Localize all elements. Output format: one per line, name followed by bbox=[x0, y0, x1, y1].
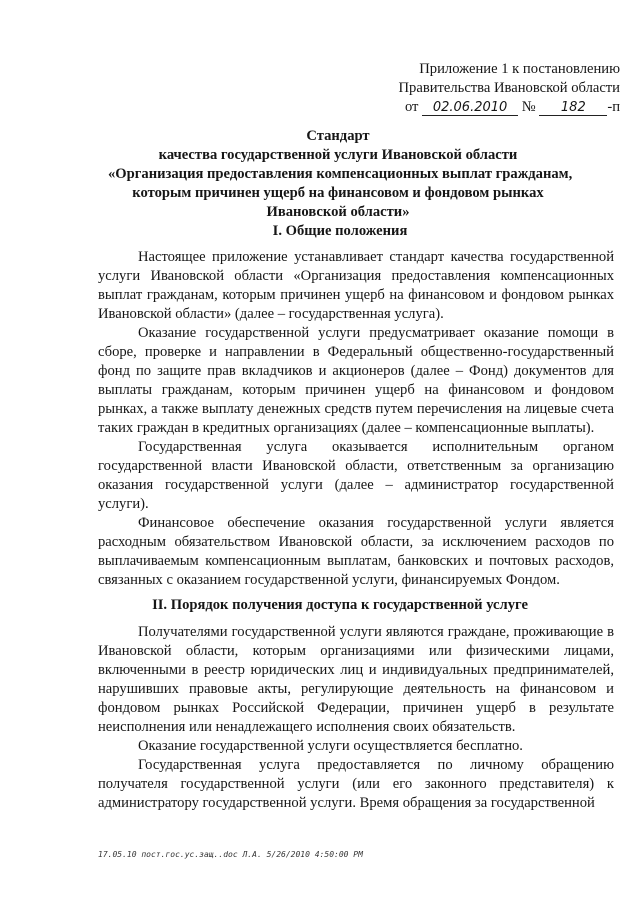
appendix-line-1: Приложение 1 к постановлению bbox=[419, 61, 620, 77]
section-1-heading: I. Общие положения bbox=[272, 223, 408, 239]
title-line-4: которым причинен ущерб на финансовом и фондовом рынках bbox=[132, 185, 544, 201]
paragraph: Оказание государственной услуги осуществляется бесплатно. bbox=[138, 738, 523, 754]
section-2-body bbox=[98, 623, 614, 813]
paragraph: Оказание государственной услуги предусматривает оказание помощи в сборе, проверке и направлении в Федеральный общественно-государственный фонд по защите прав вкладчиков и акционеров (далее – Фонд) документов для выплаты гражданам, которым причинен ущерб на финансовом и фондовом рынках, а также выплату денежных средств путем перечисления на лицевые счета таких граждан в кредитных организациях (далее – компенсационные выплаты). bbox=[98, 325, 614, 436]
appendix-line-3 bbox=[360, 98, 620, 117]
title-line-3: «Организация предоставления компенсационных выплат гражданам, bbox=[108, 166, 573, 182]
from-label: от bbox=[404, 99, 419, 115]
handwritten-date: 02.06.2010 bbox=[422, 100, 518, 116]
paragraph: Получателями государственной услуги являются граждане, проживающие в Ивановской области, которым организациями или физическими лицами, включенными в реестр юридических лиц и индивидуальных предпринимателей, нарушивших правовые акты, регулирующие деятельность на финансовом и фондовом рынках Российской Федерации, причинен ущерб в результате неисполнения или ненадлежащего исполнения своих обязательств. bbox=[98, 624, 614, 735]
paragraph: Настоящее приложение устанавливает стандарт качества государственной услуги Ивановской области «Организация предоставления компенсационных выплат гражданам, которым причинен ущерб на финансовом и фондовом рынках Ивановской области» (далее – государственная услуга). bbox=[98, 249, 614, 322]
title-line-2: качества государственной услуги Ивановской области bbox=[158, 147, 518, 163]
number-suffix: -п bbox=[607, 99, 620, 115]
appendix-header bbox=[360, 60, 620, 117]
title-line-5: Ивановской области» bbox=[266, 204, 410, 220]
section-2-heading: II. Порядок получения доступа к государственной услуге bbox=[152, 597, 528, 613]
section-1-body bbox=[98, 248, 614, 590]
number-label: № bbox=[521, 99, 536, 115]
paragraph: Государственная услуга предоставляется по личному обращению получателя государственной услуги (или его законного представителя) к администратору государственной услуги. Время обращения за государственной bbox=[98, 757, 614, 811]
paragraph: Государственная услуга оказывается исполнительным органом государственной власти Ивановской области, ответственным за организацию оказания государственной услуги (далее – администратор государственной услуги). bbox=[98, 439, 614, 512]
handwritten-number: 182 bbox=[539, 100, 607, 116]
document-title bbox=[108, 127, 573, 222]
title-line-1: Стандарт bbox=[306, 128, 370, 144]
paragraph: Финансовое обеспечение оказания государственной услуги является расходным обязательством Ивановской области, за исключением расходов по выплачиваемым компенсационным выплатам, банковских и почтовых расходов, связанных с оказанием государственной услуги, финансируемых Фондом. bbox=[98, 515, 614, 588]
appendix-line-2: Правительства Ивановской области bbox=[398, 80, 620, 96]
file-footer: 17.05.10 пост.гос.ус.защ..doc Л.А. 5/26/2010 4:50:00 PM bbox=[98, 850, 363, 859]
